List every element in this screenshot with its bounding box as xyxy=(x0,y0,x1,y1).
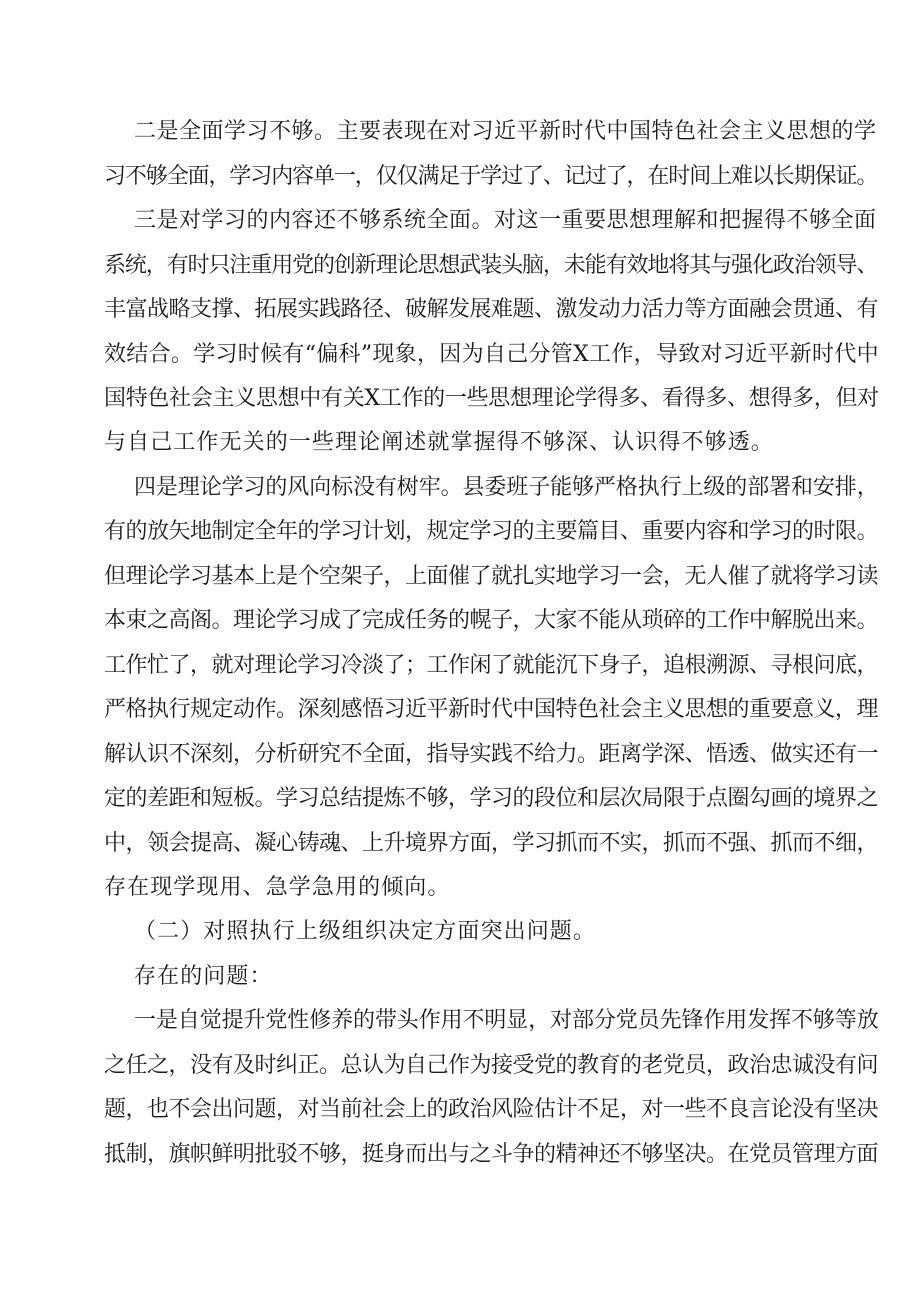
text-line: 但理论学习基本上是个空架子，上面催了就扎实地学习一会，无人催了就将学习读 xyxy=(104,564,879,589)
section-heading: （二）对照执行上级组织决定方面突出问题。 xyxy=(134,919,597,944)
text-line: 严格执行规定动作。深刻感悟习近平新时代中国特色社会主义思想的重要意义，理 xyxy=(104,697,879,722)
text-line: 存在的问题： xyxy=(134,964,273,989)
text-line: 本束之高阁。理论学习成了完成任务的幌子，大家不能从琐碎的工作中解脱出来。 xyxy=(104,608,879,633)
text-line: 工作忙了，就对理论学习冷淡了；工作闲了就能沉下身子，追根溯源、寻根问底， xyxy=(104,653,879,678)
text-line: 四是理论学习的风向标没有树牢。县委班子能够严格执行上级的部署和安排， xyxy=(134,475,879,500)
text-line: 系统，有时只注重用党的创新理论思想武装头脑，未能有效地将其与强化政治领导、 xyxy=(104,253,878,278)
text-line: 定的差距和短板。学习总结提炼不够，学习的段位和层次局限于点圈勾画的境界之 xyxy=(104,786,879,811)
text-line: 二是全面学习不够。主要表现在对习近平新时代中国特色社会主义思想的学 xyxy=(134,119,877,144)
text-line: 丰富战略支撑、拓展实践路径、破解发展难题、激发动力活力等方面融会贯通、有 xyxy=(104,297,879,322)
text-line: 解认识不深刻，分析研究不全面，指导实践不给力。距离学深、悟透、做实还有一 xyxy=(104,742,879,767)
text-line: 国特色社会主义思想中有关X工作的一些思想理论学得多、看得多、想得多，但对 xyxy=(104,386,879,411)
text-line: 题，也不会出问题，对当前社会上的政治风险估计不足，对一些不良言论没有坚决 xyxy=(104,1097,879,1122)
text-line: 有的放矢地制定全年的学习计划，规定学习的主要篇目、重要内容和学习的时限。 xyxy=(104,519,879,544)
text-line: 三是对学习的内容还不够系统全面。对这一重要思想理解和把握得不够全面 xyxy=(134,208,877,233)
text-line: 与自己工作无关的一些理论阐述就掌握得不够深、认识得不够透。 xyxy=(104,430,774,455)
text-line: 效结合。学习时候有“偏科”现象，因为自己分管X工作，导致对习近平新时代中 xyxy=(104,342,879,367)
text-line: 存在现学现用、急学急用的倾向。 xyxy=(104,875,451,900)
text-line: 中，领会提高、凝心铸魂、上升境界方面，学习抓而不实，抓而不强、抓而不细， xyxy=(104,831,879,856)
text-line: 习不够全面，学习内容单一，仅仅满足于学过了、记过了，在时间上难以长期保证。 xyxy=(104,164,878,189)
text-line: 之任之，没有及时纠正。总认为自己作为接受党的教育的老党员，政治忠诚没有问 xyxy=(104,1053,879,1078)
text-line: 一是自觉提升党性修养的带头作用不明显，对部分党员先锋作用发挥不够等放 xyxy=(134,1008,879,1033)
text-line: 抵制，旗帜鲜明批驳不够，挺身而出与之斗争的精神还不够坚决。在党员管理方面 xyxy=(104,1142,879,1167)
